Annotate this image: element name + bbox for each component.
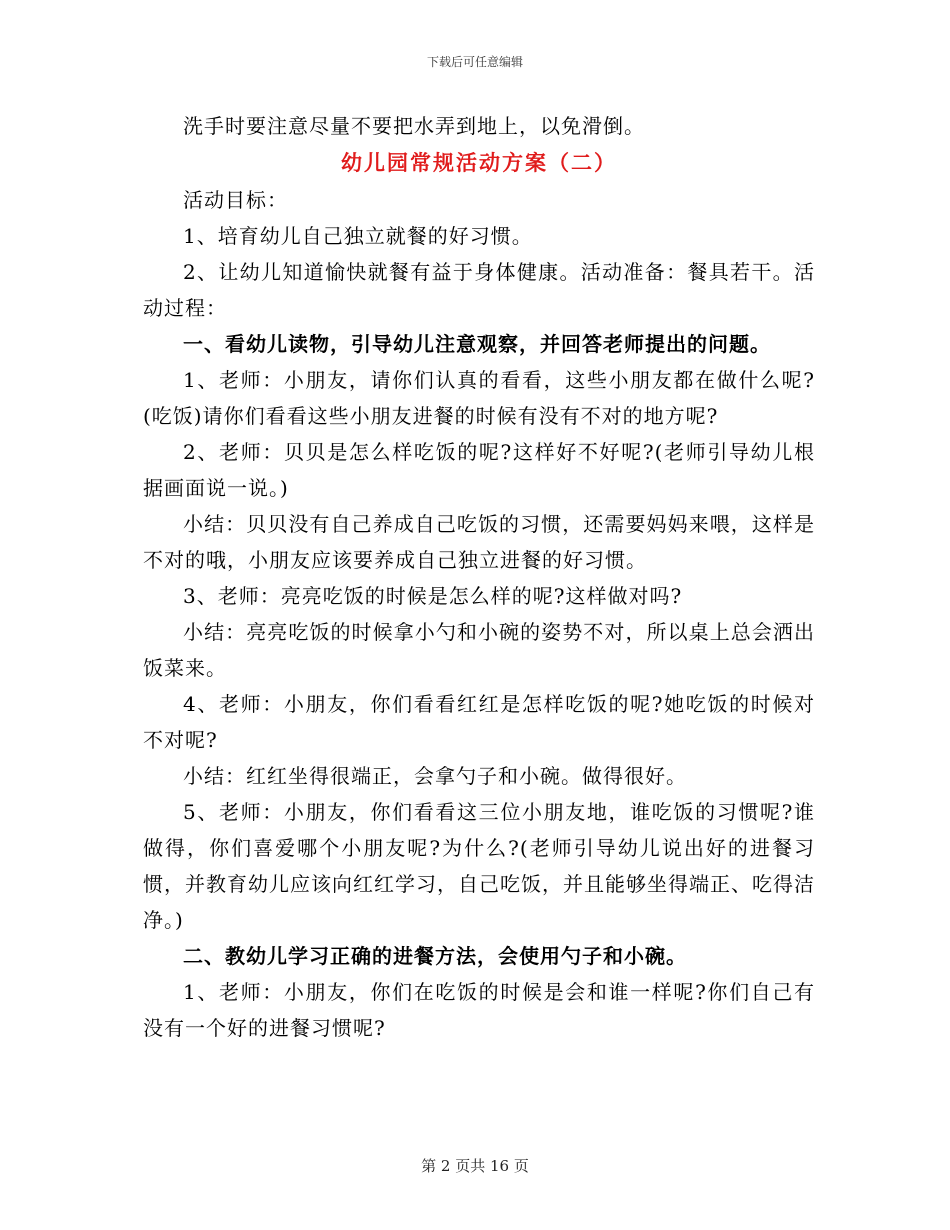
page-header: 下载后可任意编辑 [426, 55, 523, 69]
paragraph-step-4: 4、老师：小朋友，你们看看红红是怎样吃饭的呢?她吃饭的时候对不对呢? [143, 692, 815, 752]
paragraph-summary-1: 小结：贝贝没有自己养成自己吃饭的习惯，还需要妈妈来喂，这样是不对的哦，小朋友应该要养成自己独立进餐的好习惯。 [143, 512, 815, 572]
section-heading-2: 二、教幼儿学习正确的进餐方法，会使用勺子和小碗。 [183, 944, 687, 968]
paragraph-step-2: 2、老师：贝贝是怎么样吃饭的呢?这样好不好呢?(老师引导幼儿根据画面说一说。) [143, 440, 815, 500]
paragraph-goal-label: 活动目标： [183, 188, 288, 212]
page-footer: 第 2 页共 16 页 [421, 1157, 529, 1175]
paragraph-step-6: 1、老师：小朋友，你们在吃饭的时候是会和谁一样呢?你们自己有没有一个好的进餐习惯呢? [143, 980, 815, 1040]
document-title: 幼儿园常规活动方案（二） [341, 150, 617, 175]
paragraph-step-1: 1、老师：小朋友，请你们认真的看看，这些小朋友都在做什么呢?(吃饭)请你们看看这些小朋友进餐的时候有没有不对的地方呢? [143, 368, 815, 428]
paragraph-goal-1: 1、培育幼儿自己独立就餐的好习惯。 [183, 224, 533, 248]
section-heading-1: 一、看幼儿读物，引导幼儿注意观察，并回答老师提出的问题。 [183, 332, 771, 356]
paragraph-step-5: 5、老师：小朋友，你们看看这三位小朋友地，谁吃饭的习惯呢?谁做得，你们喜爱哪个小朋友呢?为什么?(老师引导幼儿说出好的进餐习惯，并教育幼儿应该向红红学习，自己吃饭，并且能够坐得端正、吃得洁净。) [143, 800, 815, 932]
intro-line: 洗手时要注意尽量不要把水弄到地上，以免滑倒。 [183, 114, 645, 138]
paragraph-summary-3: 小结：红红坐得很端正，会拿勺子和小碗。做得很好。 [183, 764, 687, 788]
document-body [143, 108, 815, 1046]
paragraph-goal-2: 2、让幼儿知道愉快就餐有益于身体健康。活动准备：餐具若干。活动过程： [143, 260, 815, 320]
paragraph-step-3: 3、老师：亮亮吃饭的时候是怎么样的呢?这样做对吗? [183, 584, 683, 608]
paragraph-summary-2: 小结：亮亮吃饭的时候拿小勺和小碗的姿势不对，所以桌上总会洒出饭菜来。 [143, 620, 815, 680]
